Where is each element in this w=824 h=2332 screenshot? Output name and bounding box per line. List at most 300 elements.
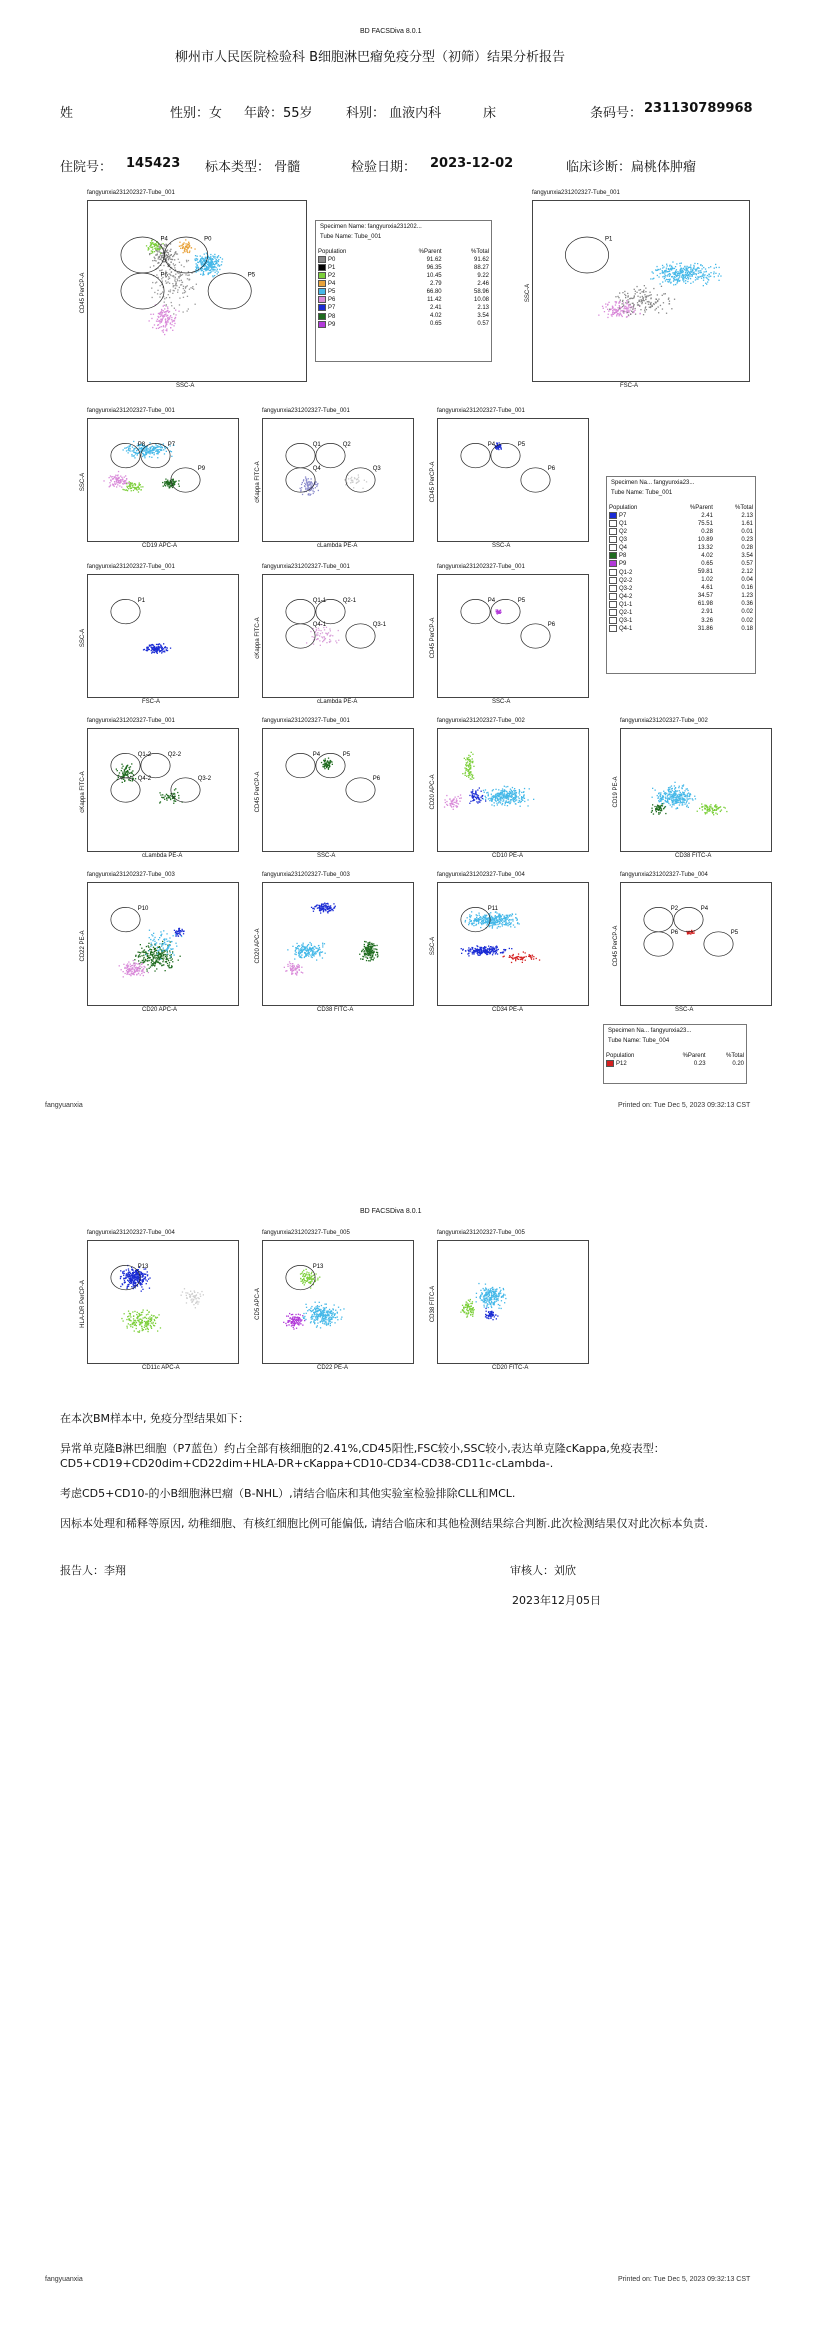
- gate-outline: [491, 599, 520, 623]
- population-color-swatch: [318, 288, 326, 295]
- event-dot: [327, 906, 328, 907]
- gate-label: P1: [137, 597, 146, 604]
- event-dot: [196, 258, 197, 259]
- event-dot: [504, 924, 505, 925]
- event-dot: [117, 770, 118, 771]
- event-dot: [496, 922, 497, 923]
- event-dot: [160, 959, 161, 960]
- event-dot: [165, 280, 166, 281]
- event-dot: [685, 277, 686, 278]
- event-dot: [671, 308, 672, 309]
- event-dot: [209, 259, 210, 260]
- event-dot: [680, 795, 681, 796]
- event-dot: [512, 792, 513, 793]
- population-name: P4: [328, 281, 336, 288]
- event-dot: [149, 254, 150, 255]
- event-dot: [157, 955, 158, 956]
- dot-plot: [437, 574, 589, 698]
- gate-label: P5: [247, 272, 256, 279]
- event-dot: [652, 804, 653, 805]
- event-dot: [153, 958, 154, 959]
- event-dot: [166, 329, 167, 330]
- event-dot: [672, 261, 673, 262]
- event-dot: [298, 948, 299, 949]
- event-dot: [663, 293, 664, 294]
- event-dot: [165, 970, 166, 971]
- percent-total: 1.61: [741, 520, 753, 527]
- gate-label: P6: [547, 622, 556, 629]
- event-dot: [159, 250, 160, 251]
- event-dot: [682, 801, 683, 802]
- event-dot: [625, 302, 626, 303]
- event-dot: [159, 963, 160, 964]
- event-dot: [146, 946, 147, 947]
- event-dot: [166, 800, 167, 801]
- event-dot: [158, 952, 159, 953]
- event-dot: [313, 955, 314, 956]
- population-name: Q4-1: [619, 626, 633, 633]
- event-dot: [720, 811, 721, 812]
- event-dot: [157, 293, 158, 294]
- event-dot: [169, 316, 170, 317]
- gate-label: P6: [160, 272, 168, 279]
- event-dot: [168, 947, 169, 948]
- event-dot: [686, 802, 687, 803]
- event-dot: [163, 948, 164, 949]
- event-dot: [494, 924, 495, 925]
- event-dot: [666, 313, 667, 314]
- event-dot: [128, 974, 129, 975]
- gate-outline: [171, 778, 200, 802]
- event-dot: [644, 285, 645, 286]
- event-dot: [166, 650, 167, 651]
- percent-total: 91.62: [473, 256, 489, 263]
- event-dot: [161, 956, 162, 957]
- event-dot: [164, 453, 165, 454]
- event-dot: [663, 803, 664, 804]
- event-dot: [152, 242, 153, 243]
- event-dot: [502, 792, 503, 793]
- event-dot: [319, 910, 320, 911]
- event-dot: [605, 303, 606, 304]
- event-dot: [302, 946, 303, 947]
- event-dot: [124, 448, 125, 449]
- event-dot: [502, 795, 503, 796]
- event-dot: [656, 806, 657, 807]
- event-dot: [375, 954, 376, 955]
- dot-plot: [437, 418, 589, 542]
- event-dot: [506, 800, 507, 801]
- event-dot: [681, 802, 682, 803]
- event-dot: [469, 951, 470, 952]
- event-dot: [503, 791, 504, 792]
- event-dot: [158, 258, 159, 259]
- event-dot: [124, 769, 125, 770]
- event-dot: [611, 316, 612, 317]
- event-dot: [170, 956, 171, 957]
- event-dot: [163, 449, 164, 450]
- event-dot: [174, 954, 175, 955]
- event-dot: [133, 441, 134, 442]
- barcode-value: 231130789968: [644, 101, 753, 116]
- event-dot: [672, 802, 673, 803]
- event-dot: [715, 805, 716, 806]
- event-dot: [127, 969, 128, 970]
- event-dot: [177, 292, 178, 293]
- percent-parent: 4.02: [701, 552, 713, 559]
- event-dot: [160, 956, 161, 957]
- event-dot: [156, 321, 157, 322]
- event-dot: [123, 976, 124, 977]
- event-dot: [665, 280, 666, 281]
- event-dot: [318, 490, 319, 491]
- event-dot: [172, 283, 173, 284]
- event-dot: [707, 275, 708, 276]
- event-dot: [172, 480, 173, 481]
- event-dot: [362, 959, 363, 960]
- event-dot: [499, 442, 500, 443]
- event-dot: [473, 778, 474, 779]
- event-dot: [135, 452, 136, 453]
- event-dot: [175, 317, 176, 318]
- event-dot: [524, 788, 525, 789]
- event-dot: [166, 323, 167, 324]
- event-dot: [168, 966, 169, 967]
- event-dot: [669, 276, 670, 277]
- event-dot: [495, 789, 496, 790]
- event-dot: [329, 763, 330, 764]
- event-dot: [607, 304, 608, 305]
- event-dot: [374, 957, 375, 958]
- event-dot: [326, 763, 327, 764]
- event-dot: [130, 448, 131, 449]
- event-dot: [162, 482, 163, 483]
- event-dot: [151, 250, 152, 251]
- event-dot: [444, 806, 445, 807]
- event-dot: [319, 640, 320, 641]
- event-dot: [147, 450, 148, 451]
- event-dot: [163, 329, 164, 330]
- event-dot: [365, 956, 366, 957]
- event-dot: [143, 453, 144, 454]
- event-dot: [329, 639, 330, 640]
- event-dot: [723, 807, 724, 808]
- event-dot: [203, 260, 204, 261]
- event-dot: [475, 793, 476, 794]
- event-dot: [215, 267, 216, 268]
- dot-plot: [437, 882, 589, 1006]
- event-dot: [167, 948, 168, 949]
- event-dot: [156, 282, 157, 283]
- event-dot: [692, 799, 693, 800]
- event-dot: [689, 276, 690, 277]
- percent-parent: 13.32: [697, 544, 713, 551]
- event-dot: [309, 495, 310, 496]
- event-dot: [125, 973, 126, 974]
- event-dot: [164, 305, 165, 306]
- event-dot: [469, 922, 470, 923]
- event-dot: [160, 447, 161, 448]
- event-dot: [466, 770, 467, 771]
- event-dot: [687, 275, 688, 276]
- event-dot: [508, 799, 509, 800]
- event-dot: [154, 944, 155, 945]
- event-dot: [298, 945, 299, 946]
- event-dot: [187, 296, 188, 297]
- event-dot: [151, 949, 152, 950]
- event-dot: [715, 273, 716, 274]
- event-dot: [148, 248, 149, 249]
- event-dot: [518, 802, 519, 803]
- event-dot: [154, 650, 155, 651]
- event-dot: [109, 486, 110, 487]
- event-dot: [660, 812, 661, 813]
- event-dot: [502, 918, 503, 919]
- event-dot: [679, 804, 680, 805]
- percent-parent: 91.62: [426, 256, 442, 263]
- event-dot: [173, 313, 174, 314]
- event-dot: [686, 806, 687, 807]
- event-dot: [479, 787, 480, 788]
- event-dot: [666, 793, 667, 794]
- event-dot: [484, 948, 485, 949]
- event-dot: [650, 278, 651, 279]
- dot-plot-canvas: [533, 201, 749, 381]
- event-dot: [372, 959, 373, 960]
- event-dot: [365, 954, 366, 955]
- event-dot: [174, 320, 175, 321]
- event-dot: [660, 305, 661, 306]
- event-dot: [468, 770, 469, 771]
- event-dot: [654, 806, 655, 807]
- event-dot: [158, 317, 159, 318]
- gate-outline: [461, 443, 490, 467]
- event-dot: [518, 796, 519, 797]
- event-dot: [182, 245, 183, 246]
- event-dot: [150, 946, 151, 947]
- gate-outline: [644, 907, 673, 931]
- event-dot: [637, 302, 638, 303]
- event-dot: [476, 917, 477, 918]
- event-dot: [214, 256, 215, 257]
- event-dot: [476, 921, 477, 922]
- event-dot: [155, 651, 156, 652]
- event-dot: [148, 947, 149, 948]
- event-dot: [175, 801, 176, 802]
- population-name: P2: [328, 273, 336, 280]
- event-dot: [153, 933, 154, 934]
- population-name: Q1-2: [619, 569, 633, 576]
- y-axis-label: CD19 PE-A: [613, 776, 619, 808]
- event-dot: [669, 301, 670, 302]
- event-dot: [323, 908, 324, 909]
- event-dot: [178, 273, 179, 274]
- x-axis-label: SSC-A: [492, 699, 511, 705]
- event-dot: [163, 486, 164, 487]
- event-dot: [509, 915, 510, 916]
- y-axis-label: cKappa FITC-A: [255, 617, 261, 659]
- event-dot: [136, 488, 137, 489]
- event-dot: [509, 924, 510, 925]
- event-dot: [369, 942, 370, 943]
- event-dot: [211, 259, 212, 260]
- event-dot: [697, 276, 698, 277]
- event-dot: [612, 308, 613, 309]
- event-dot: [292, 973, 293, 974]
- event-dot: [660, 273, 661, 274]
- event-dot: [178, 480, 179, 481]
- report-title: 柳州市人民医院检验科 B细胞淋巴瘤免疫分型（初筛）结果分析报告: [175, 50, 566, 65]
- event-dot: [187, 310, 188, 311]
- event-dot: [500, 792, 501, 793]
- event-dot: [453, 804, 454, 805]
- event-dot: [162, 330, 163, 331]
- event-dot: [372, 946, 373, 947]
- event-dot: [476, 951, 477, 952]
- event-dot: [160, 254, 161, 255]
- event-dot: [616, 309, 617, 310]
- event-dot: [661, 799, 662, 800]
- event-dot: [377, 955, 378, 956]
- event-dot: [132, 770, 133, 771]
- event-dot: [170, 249, 171, 250]
- gate-outline: [491, 443, 520, 467]
- event-dot: [364, 480, 365, 481]
- event-dot: [209, 270, 210, 271]
- event-dot: [669, 270, 670, 271]
- event-dot: [511, 790, 512, 791]
- event-dot: [484, 915, 485, 916]
- event-dot: [489, 926, 490, 927]
- event-dot: [622, 306, 623, 307]
- event-dot: [218, 272, 219, 273]
- event-dot: [174, 278, 175, 279]
- event-dot: [462, 773, 463, 774]
- event-dot: [148, 950, 149, 951]
- event-dot: [499, 795, 500, 796]
- gate-label: Q1: [312, 441, 321, 448]
- event-dot: [487, 922, 488, 923]
- event-dot: [330, 908, 331, 909]
- event-dot: [183, 931, 184, 932]
- event-dot: [167, 955, 168, 956]
- event-dot: [521, 801, 522, 802]
- event-dot: [679, 786, 680, 787]
- event-dot: [161, 949, 162, 950]
- event-dot: [512, 913, 513, 914]
- event-dot: [676, 276, 677, 277]
- event-dot: [468, 755, 469, 756]
- table-row: [607, 528, 755, 536]
- event-dot: [460, 794, 461, 795]
- event-dot: [305, 948, 306, 949]
- event-dot: [166, 260, 167, 261]
- population-color-swatch: [609, 585, 617, 592]
- percent-parent: 2.79: [429, 280, 442, 287]
- event-dot: [151, 652, 152, 653]
- event-dot: [523, 791, 524, 792]
- event-dot: [699, 808, 700, 809]
- event-dot: [292, 963, 293, 964]
- event-dot: [153, 957, 154, 958]
- event-dot: [671, 806, 672, 807]
- population-name: Q1-1: [619, 601, 633, 608]
- event-dot: [169, 297, 170, 298]
- event-dot: [665, 798, 666, 799]
- event-dot: [480, 919, 481, 920]
- event-dot: [350, 482, 351, 483]
- event-dot: [134, 959, 135, 960]
- event-dot: [182, 274, 183, 275]
- event-dot: [647, 301, 648, 302]
- event-dot: [698, 268, 699, 269]
- event-dot: [324, 766, 325, 767]
- dot-plot: [532, 200, 750, 382]
- event-dot: [670, 279, 671, 280]
- population-name: Q3-2: [619, 585, 633, 592]
- event-dot: [485, 796, 486, 797]
- event-dot: [165, 944, 166, 945]
- event-dot: [706, 284, 707, 285]
- event-dot: [510, 956, 511, 957]
- event-dot: [670, 792, 671, 793]
- event-dot: [662, 308, 663, 309]
- event-dot: [674, 268, 675, 269]
- event-dot: [512, 796, 513, 797]
- event-dot: [491, 948, 492, 949]
- event-dot: [496, 917, 497, 918]
- event-dot: [166, 798, 167, 799]
- event-dot: [149, 451, 150, 452]
- event-dot: [125, 480, 126, 481]
- event-dot: [173, 793, 174, 794]
- event-dot: [498, 916, 499, 917]
- event-dot: [510, 919, 511, 920]
- event-dot: [495, 795, 496, 796]
- event-dot: [659, 808, 660, 809]
- event-dot: [156, 644, 157, 645]
- event-dot: [116, 481, 117, 482]
- event-dot: [676, 279, 677, 280]
- event-dot: [161, 326, 162, 327]
- gate-label: Q3-2: [197, 776, 212, 783]
- event-dot: [179, 242, 180, 243]
- event-dot: [200, 274, 201, 275]
- event-dot: [483, 790, 484, 791]
- event-dot: [201, 270, 202, 271]
- gate-label: P4: [487, 441, 496, 448]
- event-dot: [366, 954, 367, 955]
- gate-outline: [141, 753, 170, 777]
- percent-total: 0.02: [741, 609, 753, 616]
- event-dot: [167, 320, 168, 321]
- event-dot: [325, 907, 326, 908]
- event-dot: [152, 282, 153, 283]
- plot-title: fangyunxia231202327-Tube_001: [262, 408, 350, 414]
- event-dot: [306, 482, 307, 483]
- event-dot: [472, 775, 473, 776]
- event-dot: [468, 766, 469, 767]
- event-dot: [709, 274, 710, 275]
- event-dot: [117, 474, 118, 475]
- event-dot: [335, 640, 336, 641]
- event-dot: [142, 951, 143, 952]
- event-dot: [645, 291, 646, 292]
- event-dot: [496, 949, 497, 950]
- population-name: Q2: [619, 529, 628, 536]
- event-dot: [168, 321, 169, 322]
- event-dot: [314, 491, 315, 492]
